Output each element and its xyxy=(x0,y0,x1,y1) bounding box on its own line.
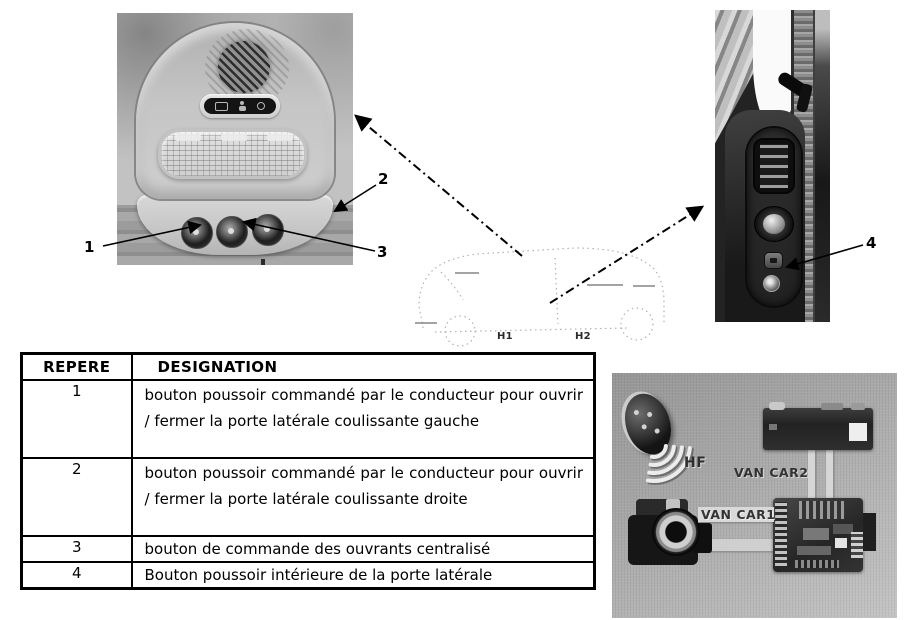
lens-tab xyxy=(175,134,201,141)
off-icon xyxy=(257,102,265,110)
antenna-ring xyxy=(652,508,700,556)
callout-1: 1 xyxy=(84,238,95,256)
table-header-row xyxy=(22,354,595,380)
vent-slats xyxy=(760,144,788,188)
sliding-door-icon xyxy=(215,102,228,111)
switch-panel xyxy=(200,94,280,118)
hf-label: HF xyxy=(684,455,707,471)
photo-door-pillar xyxy=(715,10,830,322)
air-vent xyxy=(753,138,795,194)
bsi-circuit-board xyxy=(773,498,863,572)
small-square-button xyxy=(764,252,783,269)
module-edge-piece xyxy=(863,513,876,551)
callout-4: 4 xyxy=(866,234,877,252)
switch-panel-inner xyxy=(204,98,276,114)
designation-cell: bouton poussoir commandé par le conducteur pour ouvrir / fermer la porte latérale coulissante droite xyxy=(132,458,595,536)
height-label-h2: H2 xyxy=(575,331,591,342)
table-row xyxy=(22,380,595,458)
person-light-icon xyxy=(239,101,246,111)
button-central-locking xyxy=(216,216,248,248)
receiver-module xyxy=(763,408,873,450)
bus-line-vertical xyxy=(808,450,815,502)
speaker-grille xyxy=(218,41,270,93)
repere-cell: 3 xyxy=(22,536,132,562)
repere-cell: 4 xyxy=(22,562,132,589)
bus-line-vertical xyxy=(826,450,833,502)
table-row xyxy=(22,536,595,562)
connector xyxy=(821,403,843,410)
board-connector xyxy=(775,502,787,566)
repere-cell: 1 xyxy=(22,380,132,458)
board-chip xyxy=(795,560,839,568)
van-outline-sketch xyxy=(405,228,680,358)
lens-tab xyxy=(221,134,247,141)
header-designation: DESIGNATION xyxy=(132,354,595,380)
board-chip xyxy=(803,528,829,540)
repere-cell: 2 xyxy=(22,458,132,536)
designation-cell: bouton de commande des ouvrants centralisé xyxy=(132,536,595,562)
callout-3: 3 xyxy=(377,243,388,261)
height-label-h1: H1 xyxy=(497,331,513,342)
van-car1-label: VAN CAR1 xyxy=(701,507,776,522)
photo-overhead-console xyxy=(117,13,353,265)
wire-stub xyxy=(261,259,265,265)
header-repere: REPERE xyxy=(22,354,132,380)
photo-van-network xyxy=(612,373,897,618)
dome-light-lens xyxy=(158,129,307,179)
button-right-sliding-door xyxy=(252,214,284,246)
designation-cell: bouton poussoir commandé par le conducteur pour ouvrir / fermer la porte latérale coulissante gauche xyxy=(132,380,595,458)
button-left-sliding-door xyxy=(181,217,213,249)
board-connector xyxy=(851,532,863,558)
vent-knob xyxy=(763,214,785,234)
pillar-right-edge xyxy=(815,10,830,322)
board-label-patch xyxy=(835,538,847,548)
pillar-control-panel xyxy=(747,128,801,306)
board-chip xyxy=(799,501,845,519)
board-chip xyxy=(797,546,831,555)
connector xyxy=(851,403,865,410)
module-detail xyxy=(769,424,777,430)
designation-table xyxy=(20,352,596,590)
board-chip xyxy=(833,524,853,534)
lens-tab xyxy=(267,134,293,141)
table-row xyxy=(22,562,595,589)
module-label-patch xyxy=(849,423,867,441)
connector xyxy=(769,402,785,410)
designation-cell: Bouton poussoir intérieure de la porte latérale xyxy=(132,562,595,589)
interior-door-button xyxy=(763,275,780,292)
van-car2-label: VAN CAR2 xyxy=(734,465,809,480)
table-row xyxy=(22,458,595,536)
callout-2: 2 xyxy=(378,170,389,188)
